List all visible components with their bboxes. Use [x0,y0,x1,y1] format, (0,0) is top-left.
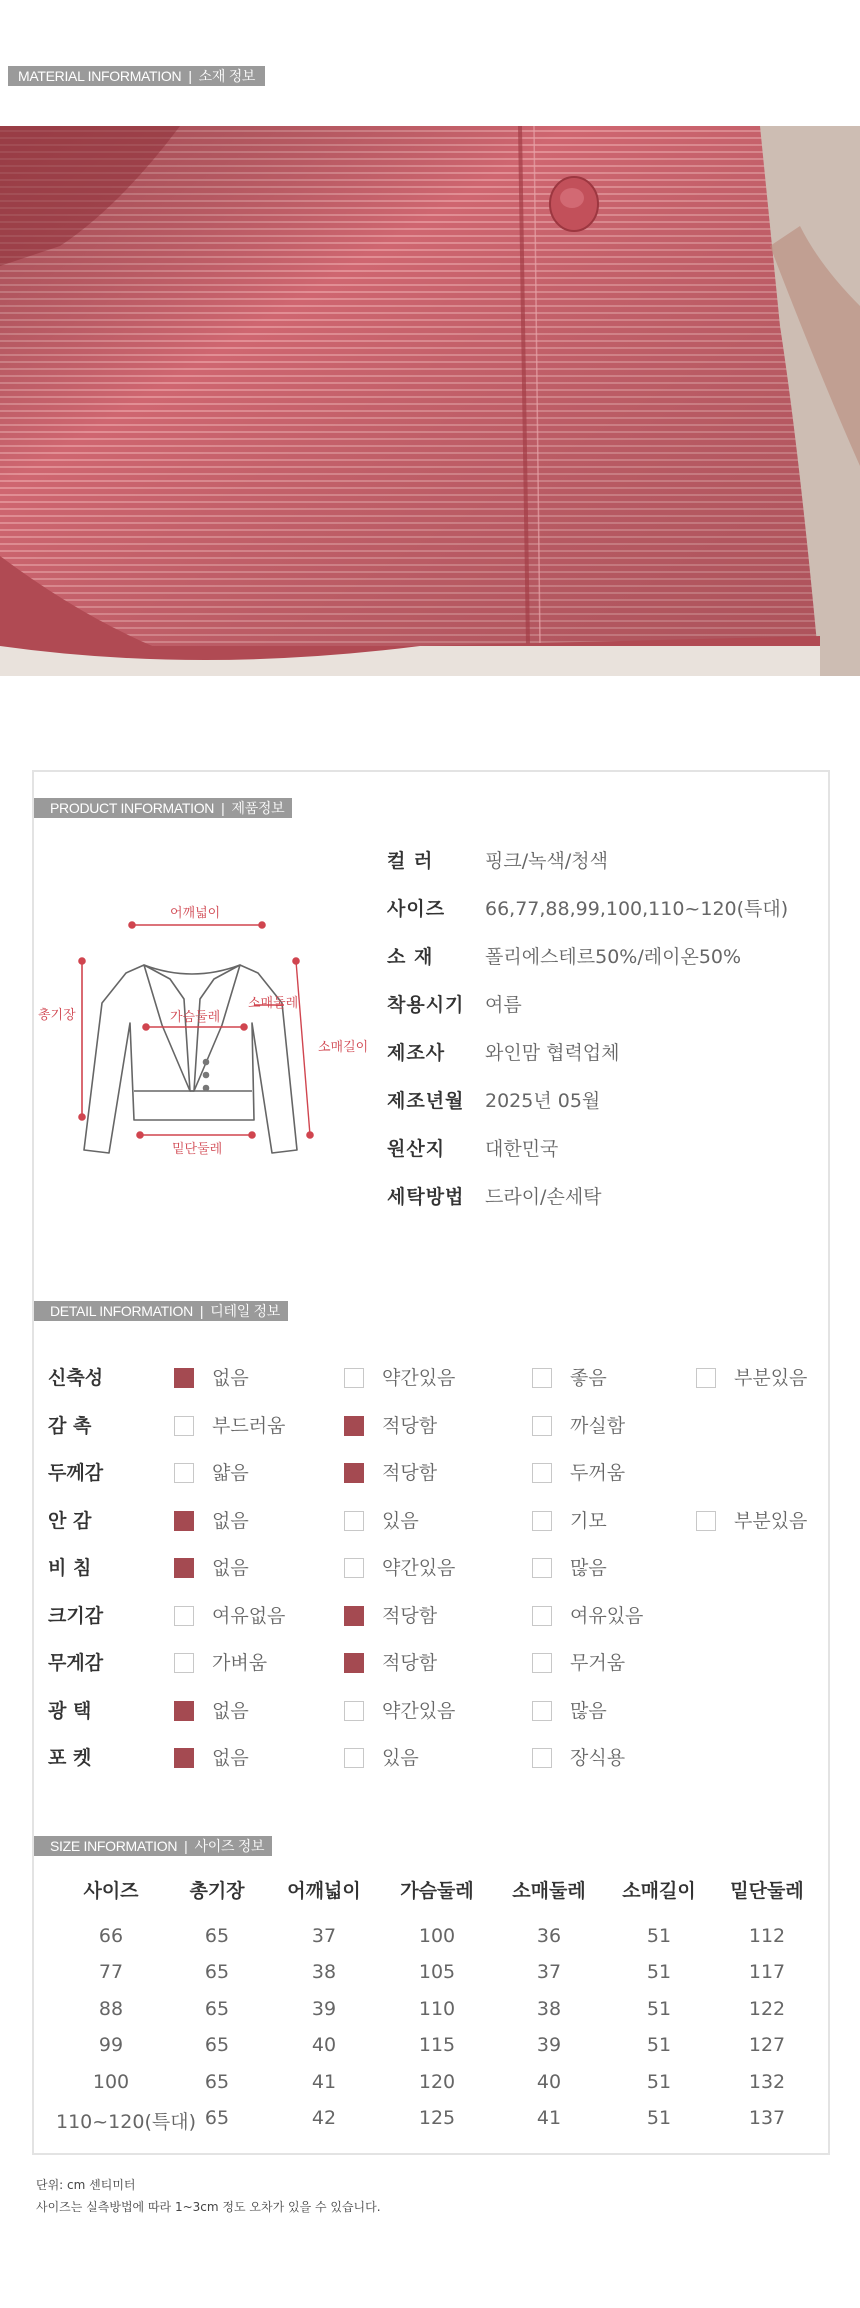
detail-row [48,1411,828,1441]
unchecked-box-icon [344,1701,364,1721]
size-table-header: 가슴둘레 [400,1880,474,1902]
detail-row [48,1506,828,1536]
detail-option-label: 없음 [212,1367,249,1389]
unchecked-box-icon [344,1748,364,1768]
detail-option-label: 약간있음 [382,1367,456,1389]
detail-option-label: 없음 [212,1699,249,1722]
size-table-cell: 42 [311,2107,337,2129]
detail-label: 두께감 [48,1462,104,1484]
size-table-cell: 77 [98,1961,124,1984]
checked-box-icon [174,1701,194,1721]
detail-option-label: 적당함 [382,1604,438,1627]
size-table-header: 사이즈 [83,1880,139,1902]
detail-tag-en: DETAIL INFORMATION [50,1303,193,1319]
diagram-label-length: 총기장 [38,1008,76,1023]
checked-box-icon [344,1653,364,1673]
product-info-value: 드라이/손세탁 [485,1186,602,1208]
product-info-row [387,942,827,972]
unchecked-box-icon [532,1511,552,1531]
product-info-value: 대한민국 [485,1138,559,1160]
unchecked-box-icon [532,1606,552,1626]
detail-row [48,1648,828,1678]
size-table-cell: 51 [646,1961,672,1984]
unchecked-box-icon [174,1463,194,1483]
product-info-value: 폴리에스테르50%/레이온50% [485,946,742,968]
size-table-cell: 37 [536,1961,562,1984]
size-tag-ko: 사이즈 정보 [194,1838,265,1854]
unchecked-box-icon [532,1416,552,1436]
product-info-row [387,1182,827,1212]
detail-row [48,1553,828,1583]
size-table-header: 총기장 [189,1880,245,1902]
detail-label: 감 촉 [48,1414,92,1437]
size-table-cell: 112 [748,1925,786,1947]
size-table-header: 밑단둘레 [730,1880,804,1902]
unchecked-box-icon [174,1416,194,1436]
unchecked-box-icon [344,1511,364,1531]
size-table-cell: 65 [204,1925,230,1947]
detail-option-label: 가벼움 [212,1652,268,1674]
checked-box-icon [174,1511,194,1531]
detail-option-label: 적당함 [382,1652,438,1674]
detail-option-label: 두꺼움 [570,1462,626,1484]
detail-option-label: 적당함 [382,1414,438,1437]
product-tag-ko: 제품정보 [231,800,285,816]
detail-option-label: 없음 [212,1509,249,1532]
diagram-label-shoulder: 어깨넓이 [170,906,221,921]
unchecked-box-icon [532,1558,552,1578]
size-table-header: 어깨넓이 [287,1880,361,1902]
size-table-cell: 51 [646,2070,672,2093]
size-table-cell: 125 [418,2107,456,2129]
material-tag-en: MATERIAL INFORMATION [18,68,182,84]
product-info-row [387,1086,827,1116]
unchecked-box-icon [532,1748,552,1768]
product-section-tag: PRODUCT INFORMATION | 제품정보 [34,798,292,818]
detail-label: 크기감 [48,1604,104,1627]
size-table-cell: 122 [748,1997,786,2020]
checked-box-icon [344,1606,364,1626]
size-table-cell: 88 [98,1997,124,2020]
product-info-row [387,894,827,924]
detail-option-label: 있음 [382,1747,419,1769]
tolerance-note: 사이즈는 실측방법에 따라 1~3cm 정도 오차가 있을 수 있습니다. [36,2200,381,2214]
size-table-cell: 110 [418,1997,456,2020]
size-table-cell: 65 [204,1997,230,2020]
detail-option-label: 까실함 [570,1414,626,1437]
detail-option-label: 좋음 [570,1367,607,1389]
unchecked-box-icon [532,1701,552,1721]
detail-option-label: 기모 [570,1509,607,1532]
product-tag-en: PRODUCT INFORMATION [50,800,215,816]
size-table-cell: 100 [418,1925,456,1947]
product-info-value: 2025년 05월 [485,1090,601,1112]
detail-option-label: 있음 [382,1509,419,1532]
detail-label: 안 감 [48,1509,92,1532]
size-table-cell: 39 [311,1997,337,2020]
size-table-cell: 36 [536,1925,562,1947]
size-table-cell: 51 [646,1925,672,1947]
size-measurement-diagram [34,895,334,1155]
size-table-cell: 120 [418,2070,456,2093]
product-info-row [387,990,827,1020]
size-table-cell: 105 [418,1961,456,1984]
product-info-value: 핑크/녹색/청색 [485,850,608,872]
size-table-cell: 38 [536,1997,562,2020]
size-table-cell: 65 [204,2107,230,2129]
detail-row [48,1696,828,1726]
unchecked-box-icon [532,1653,552,1673]
diagram-label-sleeve-circ: 소매둘레 [248,996,299,1011]
size-table-cell: 137 [748,2107,786,2129]
detail-option-label: 없음 [212,1747,249,1769]
size-table-cell: 51 [646,2107,672,2129]
unchecked-box-icon [344,1368,364,1388]
detail-option-label: 없음 [212,1557,249,1579]
size-table-cell: 39 [536,2034,562,2057]
diagram-label-sleeve-len: 소매길이 [318,1040,369,1055]
unchecked-box-icon [344,1558,364,1578]
unchecked-box-icon [532,1463,552,1483]
checked-box-icon [174,1748,194,1768]
product-info-label: 원산지 [387,1138,446,1160]
product-info-value: 여름 [485,994,522,1016]
detail-option-label: 부분있음 [734,1367,808,1389]
detail-row [48,1363,828,1393]
size-table-cell: 100 [92,2070,130,2093]
detail-option-label: 많음 [570,1699,607,1722]
diagram-label-chest: 가슴둘레 [170,1010,221,1025]
detail-row [48,1458,828,1488]
product-info-value: 66,77,88,99,100,110~120(특대) [485,898,789,920]
detail-option-label: 무거움 [570,1652,626,1674]
size-table-cell: 110~120(특대) [56,2111,196,2133]
detail-row [48,1743,828,1773]
size-table-header: 소매둘레 [512,1880,586,1902]
product-info-label: 컬 러 [387,850,434,872]
detail-label: 포 켓 [48,1747,92,1769]
detail-option-label: 여유없음 [212,1604,286,1627]
detail-option-label: 부드러움 [212,1414,286,1437]
size-table-cell: 65 [204,2070,230,2093]
unchecked-box-icon [174,1653,194,1673]
size-table-cell: 65 [204,1961,230,1984]
size-table-header: 소매길이 [622,1880,696,1902]
unit-note: 단위: cm 센티미터 [36,2178,136,2192]
size-table-cell: 132 [748,2070,786,2093]
material-section-tag: MATERIAL INFORMATION | 소재 정보 [8,66,265,86]
detail-option-label: 얇음 [212,1462,249,1484]
size-table-cell: 117 [748,1961,786,1984]
size-table-cell: 41 [536,2107,562,2129]
size-table-cell: 38 [311,1961,337,1984]
unchecked-box-icon [532,1368,552,1388]
unchecked-box-icon [696,1511,716,1531]
detail-section-tag: DETAIL INFORMATION | 디테일 정보 [34,1301,288,1321]
product-info-label: 제조사 [387,1042,446,1064]
size-table-cell: 127 [748,2034,786,2057]
size-table-cell: 66 [98,1925,124,1947]
checked-box-icon [344,1463,364,1483]
size-table-cell: 115 [418,2034,456,2057]
detail-option-label: 약간있음 [382,1699,456,1722]
detail-option-label: 여유있음 [570,1604,644,1627]
diagram-label-hem: 밑단둘레 [172,1142,223,1157]
detail-option-label: 약간있음 [382,1557,456,1579]
product-info-label: 착용시기 [387,994,465,1016]
size-table-cell: 65 [204,2034,230,2057]
detail-tag-ko: 디테일 정보 [210,1303,280,1319]
detail-option-label: 장식용 [570,1747,626,1769]
unchecked-box-icon [696,1368,716,1388]
detail-row [48,1601,828,1631]
detail-label: 광 택 [48,1699,92,1722]
product-info-value: 와인맘 협력업체 [485,1042,620,1064]
checked-box-icon [174,1558,194,1578]
size-table-cell: 41 [311,2070,337,2093]
detail-option-label: 적당함 [382,1462,438,1484]
product-info-row [387,1134,827,1164]
product-info-row [387,846,827,876]
product-info-label: 세탁방법 [387,1186,465,1208]
product-info-label: 제조년월 [387,1090,465,1112]
size-tag-en: SIZE INFORMATION [50,1838,178,1854]
product-info-label: 소 재 [387,946,434,968]
fabric-closeup-photo [0,126,860,676]
checked-box-icon [174,1368,194,1388]
size-table-cell: 37 [311,1925,337,1947]
material-tag-ko: 소재 정보 [198,68,256,84]
detail-option-label: 많음 [570,1557,607,1579]
size-table-cell: 51 [646,1997,672,2020]
unchecked-box-icon [174,1606,194,1626]
detail-label: 무게감 [48,1652,104,1674]
size-table-cell: 51 [646,2034,672,2057]
size-table-cell: 99 [98,2034,124,2057]
product-info-label: 사이즈 [387,898,446,920]
detail-option-label: 부분있음 [734,1509,808,1532]
size-table-cell: 40 [311,2034,337,2057]
checked-box-icon [344,1416,364,1436]
size-table-cell: 40 [536,2070,562,2093]
size-section-tag: SIZE INFORMATION | 사이즈 정보 [34,1836,272,1856]
product-info-row [387,1038,827,1068]
detail-label: 신축성 [48,1367,104,1389]
detail-label: 비 침 [48,1557,92,1579]
